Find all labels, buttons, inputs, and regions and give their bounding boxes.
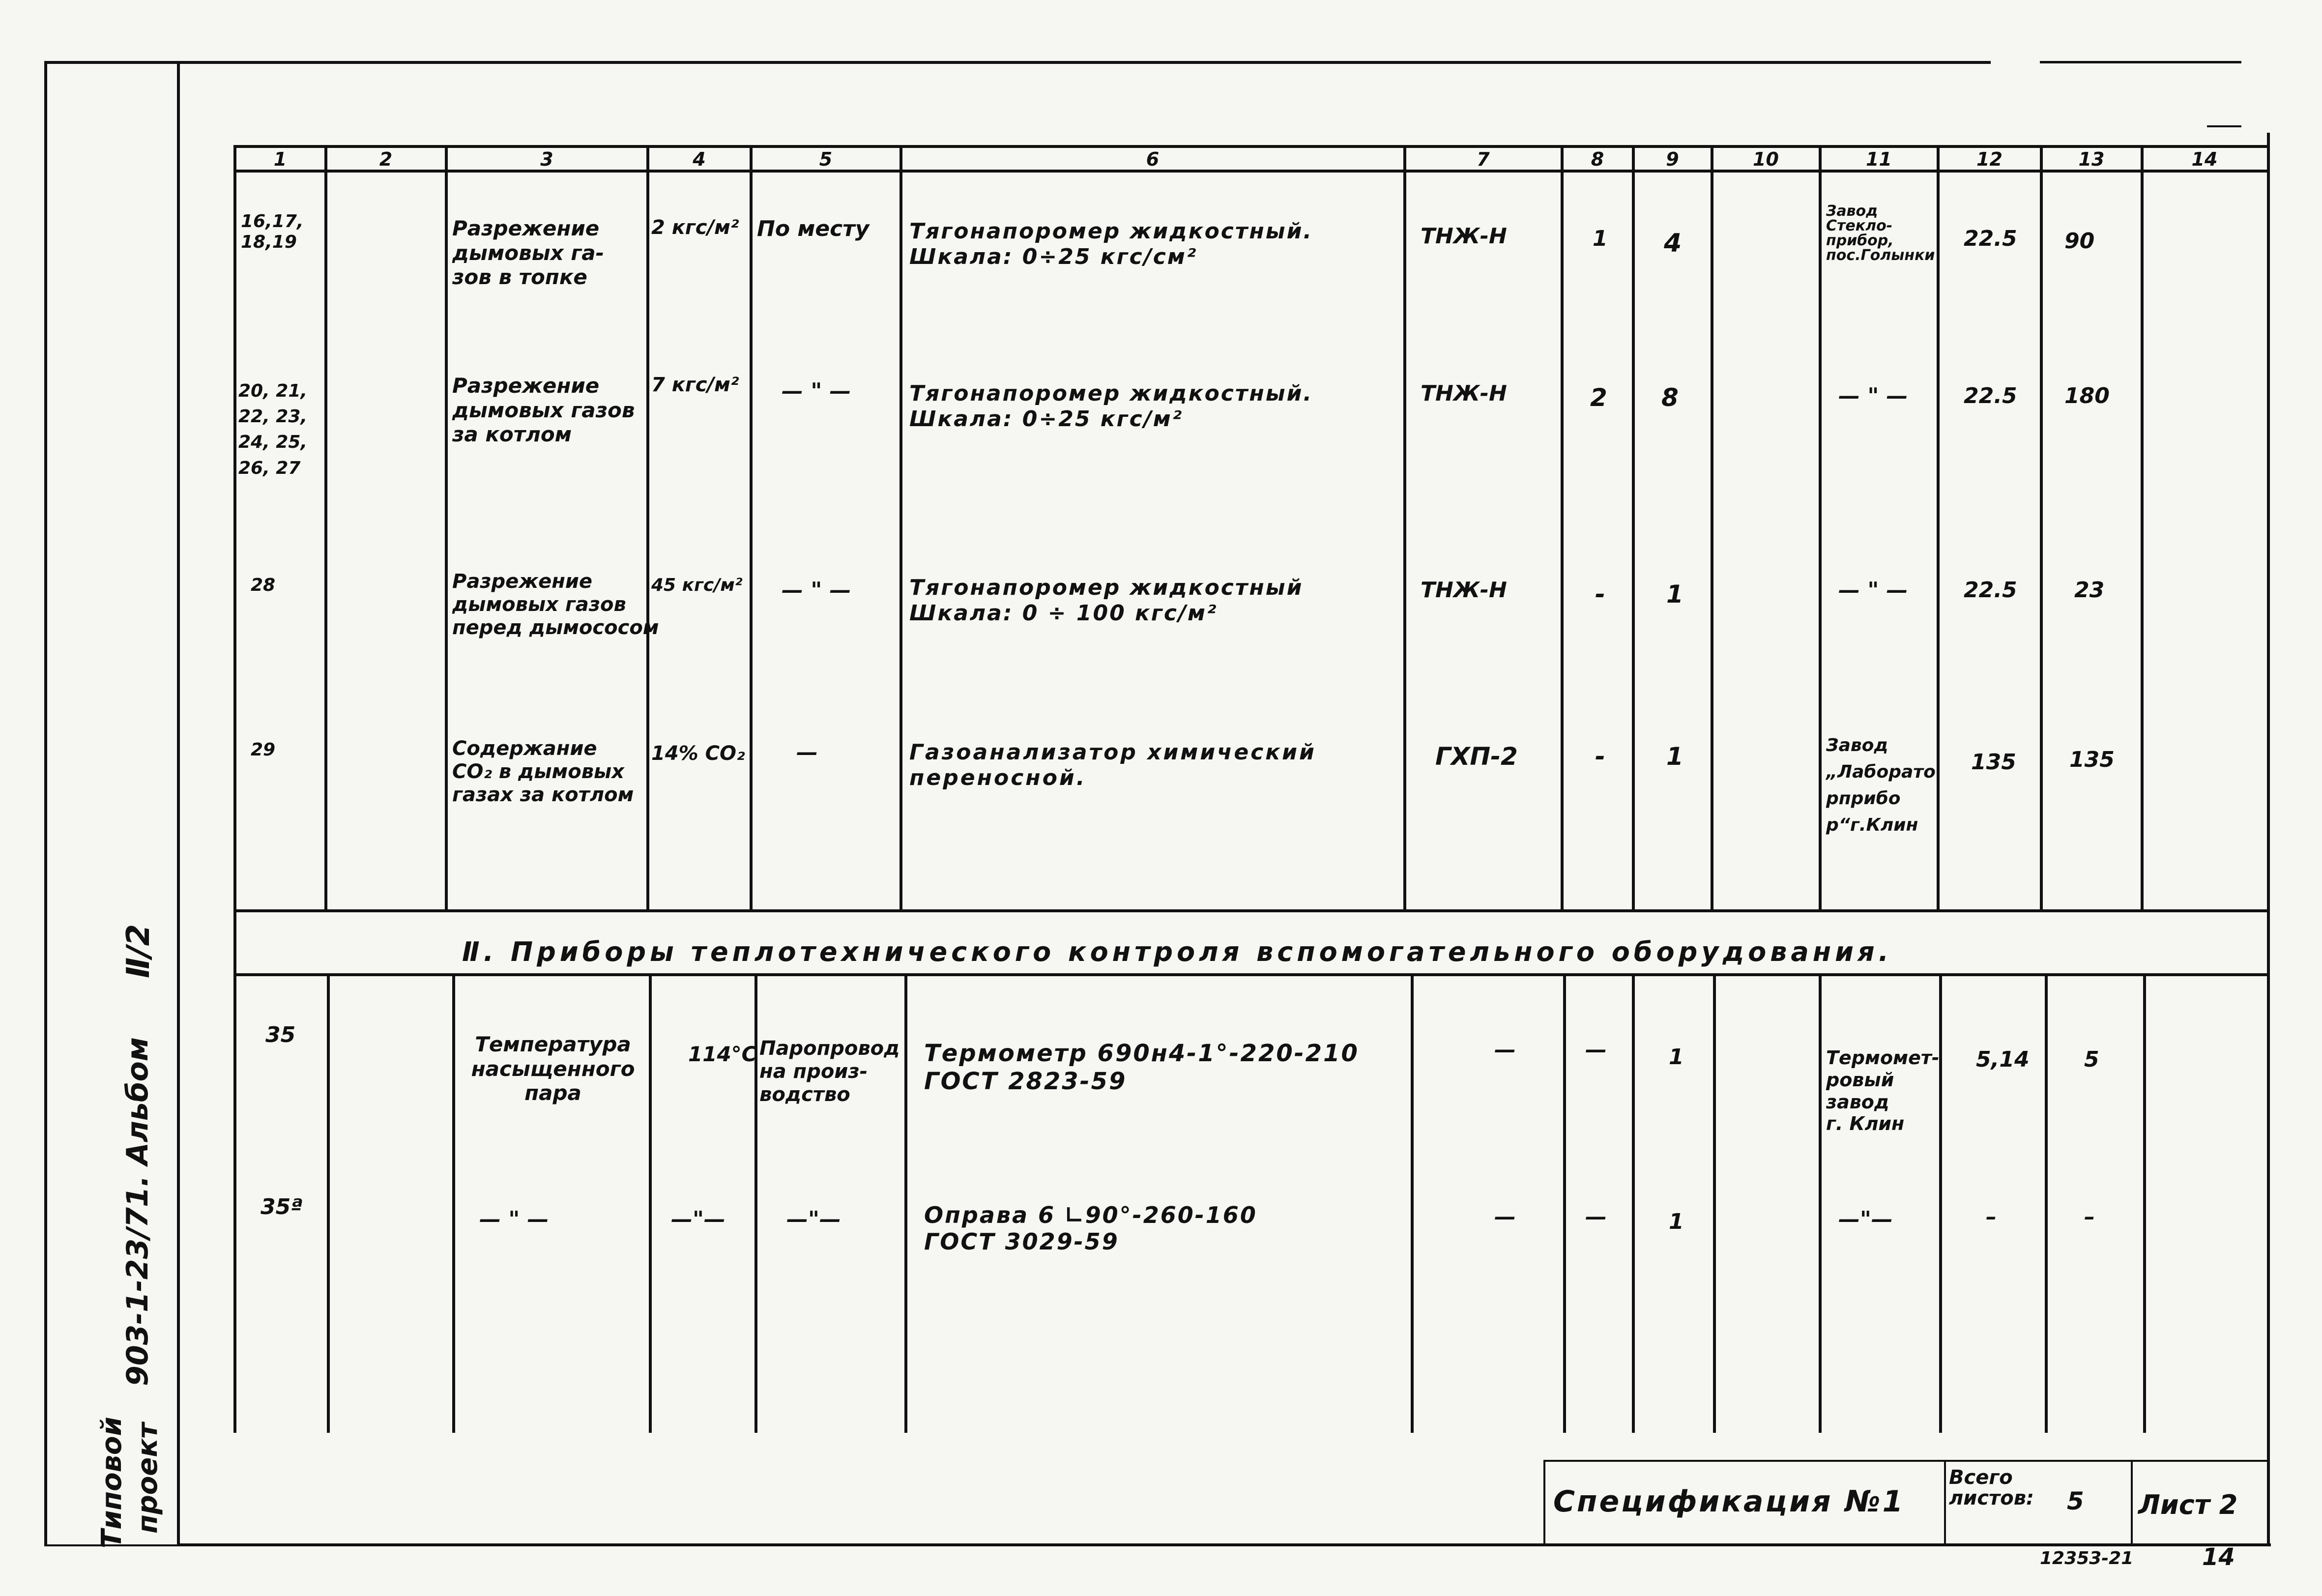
row-description: Тягонапоромер жидкостный Шкала: 0 ÷ 100 кгс/м² — [909, 575, 1304, 626]
col-line-5b — [904, 973, 907, 1433]
row-price: 22.5 — [1964, 226, 2017, 251]
row-description: Газоанализатор химический переносной. — [909, 740, 1316, 790]
col-line-6 — [1403, 145, 1406, 909]
side-project-code: 903-1-23/71. Альбом — [120, 1037, 155, 1386]
row-type: ТНЖ-Н — [1421, 381, 1507, 406]
row-description: Тягонапоромер жидкостный. Шкала: 0÷25 кгс/см² — [909, 219, 1313, 269]
row-parameter: Температура насыщенного пара — [471, 1032, 635, 1105]
stamp-top-line — [1543, 1460, 2267, 1462]
row-col8: — — [1585, 1037, 1607, 1062]
column-number: 4 — [693, 148, 706, 170]
row-price: 22.5 — [1964, 383, 2017, 408]
row-type: — — [1494, 1204, 1516, 1229]
row-location: — " — — [782, 378, 851, 404]
col-line-3 — [646, 145, 649, 909]
frame-top-line-right — [2040, 61, 2241, 63]
row-qty: 1 — [1669, 1045, 1684, 1070]
column-number: 12 — [1976, 148, 2003, 170]
row-value: 14% CO₂ — [651, 742, 745, 765]
column-number: 11 — [1866, 148, 1892, 170]
col-line-9 — [1711, 145, 1713, 909]
row-type: ТНЖ-Н — [1421, 224, 1507, 249]
stamp-divider-right — [2131, 1460, 2133, 1543]
col-line-1 — [324, 145, 327, 909]
col-line-1b — [327, 973, 330, 1433]
stamp-divider-left — [1543, 1460, 1545, 1543]
row-qty: 8 — [1661, 383, 1679, 412]
row-price: 22.5 — [1964, 578, 2017, 603]
side-title-line1: Типовой — [96, 1417, 128, 1548]
row-total: – — [2084, 1204, 2095, 1229]
row-price: 135 — [1971, 750, 2016, 775]
row-col8: - — [1595, 580, 1605, 609]
row-total: 23 — [2074, 578, 2105, 603]
row-total: 5 — [2084, 1047, 2099, 1072]
row-manufacturer: — " — — [1838, 578, 1908, 603]
row-col8: 1 — [1593, 226, 1608, 251]
row-description: Оправа 6 ∟90°-260-160 ГОСТ 3029-59 — [924, 1202, 1257, 1255]
row-positions: 35ª — [261, 1194, 303, 1219]
row-value: 7 кгс/м² — [651, 374, 739, 396]
row-manufacturer: — " — — [1838, 383, 1908, 408]
row-location: Паропровод на произ- водство — [759, 1037, 900, 1106]
frame-left-outer — [44, 61, 47, 1545]
row-location: — " — — [782, 578, 851, 603]
column-number: 1 — [273, 148, 287, 170]
side-title-line2: проект — [132, 1422, 164, 1534]
row-value: —"— — [671, 1207, 726, 1232]
row-price: 5,14 — [1976, 1047, 2030, 1072]
col-line-10 — [1819, 145, 1822, 909]
col-line-12 — [2040, 145, 2043, 909]
col-line-10b — [1819, 973, 1822, 1433]
frame-left-inner — [177, 61, 180, 1545]
col-line-0 — [233, 145, 236, 1433]
column-number: 3 — [540, 148, 553, 170]
row-parameter: Разрежение дымовых газов перед дымососом — [452, 570, 659, 639]
row-parameter: Разрежение дымовых га- зов в топке — [452, 216, 605, 290]
stamp-title: Спецификация №1 — [1553, 1484, 1905, 1519]
col-line-7 — [1561, 145, 1564, 909]
col-line-4 — [750, 145, 753, 909]
row-location: По месту — [757, 216, 870, 241]
stamp-total-label: Всего листов: — [1949, 1466, 2034, 1509]
stamp-total-sheets: 5 — [2067, 1487, 2084, 1515]
column-number: 14 — [2191, 148, 2218, 170]
section-bottom-line — [233, 973, 2267, 976]
column-number: 9 — [1666, 148, 1679, 170]
col-line-13b — [2143, 973, 2146, 1433]
page-number: 14 — [2202, 1543, 2235, 1571]
frame-right-tick — [2207, 125, 2241, 127]
col-line-6b — [1411, 973, 1414, 1433]
frame-top-line — [44, 61, 1991, 64]
col-line-11 — [1937, 145, 1940, 909]
section-top-line — [233, 909, 2267, 912]
table-header-top — [233, 145, 2267, 148]
row-positions: 35 — [265, 1022, 296, 1047]
row-value: 114°С — [688, 1042, 757, 1066]
col-line-5 — [900, 145, 902, 909]
col-line-9b — [1713, 973, 1716, 1433]
column-number: 5 — [819, 148, 833, 170]
row-col8: 2 — [1590, 383, 1607, 412]
row-type: ТНЖ-Н — [1421, 578, 1507, 603]
row-value: 2 кгс/м² — [651, 216, 739, 239]
col-line-2 — [445, 145, 448, 909]
row-col8: - — [1595, 742, 1605, 771]
col-line-7b — [1563, 973, 1566, 1433]
column-number: 6 — [1146, 148, 1160, 170]
row-description: Тягонапоромер жидкостный. Шкала: 0÷25 кгс/м² — [909, 381, 1313, 432]
row-manufacturer: Завод Стекло- прибор, пос.Голынки — [1826, 203, 1935, 264]
row-positions: 29 — [251, 740, 276, 760]
side-album-number: Ⅱ/2 — [120, 924, 157, 978]
row-positions: 20, 21, 22, 23, 24, 25, 26, 27 — [238, 381, 308, 478]
row-col8: — — [1585, 1204, 1607, 1229]
col-line-2b — [452, 973, 455, 1433]
row-value: 45 кгс/м² — [651, 575, 743, 595]
row-manufacturer: Термомет- ровый завод г. Клин — [1826, 1047, 1940, 1135]
row-type: — — [1494, 1037, 1516, 1062]
column-number: 8 — [1591, 148, 1604, 170]
row-parameter: Разрежение дымовых газов за котлом — [452, 374, 635, 447]
stamp-divider-mid — [1944, 1460, 1946, 1543]
row-manufacturer: —"— — [1838, 1207, 1893, 1232]
row-qty: 1 — [1666, 742, 1683, 771]
column-number: 13 — [2078, 148, 2105, 170]
row-parameter: Содержание CO₂ в дымовых газах за котлом — [452, 737, 634, 807]
row-location: — — [796, 740, 818, 765]
section-title: Ⅱ. Приборы теплотехнического контроля вспомогательного оборудования. — [462, 936, 1893, 967]
frame-right-line — [2267, 133, 2270, 1546]
row-price: – — [1986, 1204, 1997, 1229]
row-total: 90 — [2064, 229, 2095, 254]
column-number: 7 — [1477, 148, 1490, 170]
stamp-sheet-label: Лист 2 — [2138, 1489, 2238, 1520]
col-line-12b — [2045, 973, 2048, 1433]
col-line-11b — [1939, 973, 1942, 1433]
row-parameter: — " — — [479, 1207, 549, 1232]
row-positions: 28 — [251, 575, 276, 595]
column-number: 2 — [379, 148, 393, 170]
frame-bottom-line — [177, 1543, 2271, 1546]
col-line-8b — [1632, 973, 1635, 1433]
row-description: Термометр 690н4-1°-220-210 ГОСТ 2823-59 — [924, 1040, 1359, 1095]
archive-number: 12353-21 — [2040, 1548, 2134, 1568]
row-total: 180 — [2064, 383, 2110, 408]
row-positions: 16,17, 18,19 — [241, 211, 304, 253]
row-total: 135 — [2069, 747, 2115, 772]
col-line-8 — [1632, 145, 1635, 909]
row-qty: 1 — [1666, 580, 1683, 609]
row-manufacturer: Завод „Лабораторприбор“г.Клин — [1826, 735, 1936, 835]
col-line-3b — [649, 973, 652, 1433]
row-type: ГХП-2 — [1435, 742, 1518, 771]
row-qty: 1 — [1669, 1209, 1684, 1234]
row-qty: 4 — [1664, 229, 1682, 258]
row-location: —"— — [786, 1207, 841, 1232]
column-number: 10 — [1753, 148, 1779, 170]
col-line-13 — [2141, 145, 2144, 909]
